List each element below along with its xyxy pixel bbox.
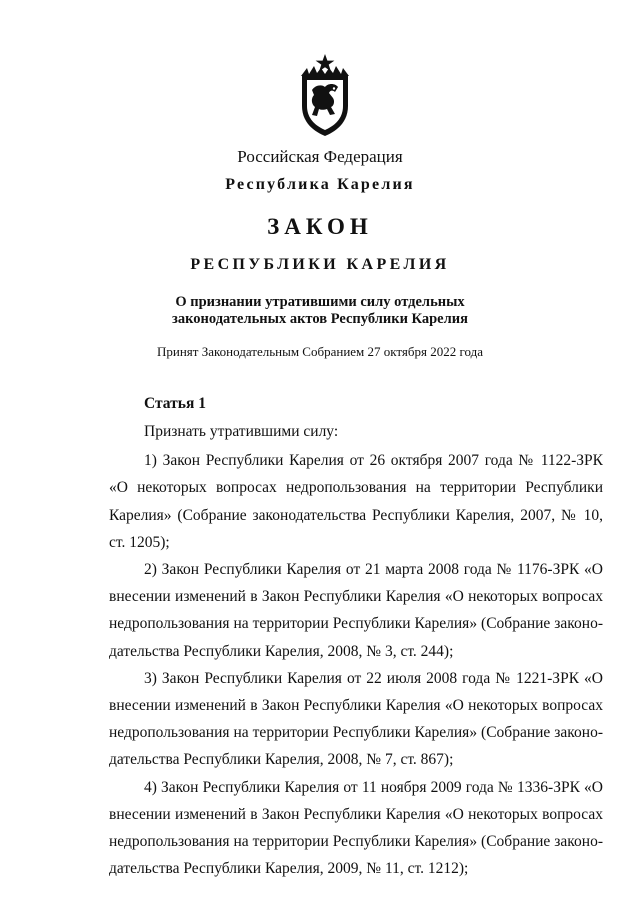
article-body bbox=[109, 418, 603, 882]
coat-of-arms-icon bbox=[297, 52, 353, 138]
document-issuer: РЕСПУБЛИКИ КАРЕЛИЯ bbox=[190, 256, 450, 273]
article-item: 4) Закон Республики Карелия от 11 ноября 2009 года № 1336-ЗРК «О внесении изменений в Закон Республики Карелия «О некоторых вопросах недропользования на территории Республики Карелия» (Собрание законо-дательства Республики Карелия, 2009, № 11, ст. 1212); bbox=[109, 778, 603, 878]
article-item: 1) Закон Республики Карелия от 26 октября 2007 года № 1122-ЗРК «О некоторых вопросах недропользования на территории Республики Карелия» (Собрание законодательства Республики Карелия, 2007, № 10, ст. 1205); bbox=[109, 452, 603, 551]
law-title-line-1: О признании утратившими силу отдельных bbox=[175, 294, 465, 310]
document-type: ЗАКОН bbox=[267, 214, 373, 239]
adoption-note: Принят Законодательным Собранием 27 октября 2022 года bbox=[156, 344, 484, 359]
article-heading: Статья 1 bbox=[144, 395, 206, 412]
article-item: 2) Закон Республики Карелия от 21 марта 2008 года № 1176-ЗРК «О внесении изменений в Закон Республики Карелия «О некоторых вопросах недропользования на территории Республики Карелия» (Собрание законо-дательства Республики Карелия, 2008, № 3, ст. 244); bbox=[109, 561, 603, 660]
article-intro: Признать утратившими силу: bbox=[144, 423, 339, 440]
law-title-line-2: законодательных актов Республики Карелия bbox=[172, 311, 468, 327]
article-item: 3) Закон Республики Карелия от 22 июля 2008 года № 1221-ЗРК «О внесении изменений в Закон Республики Карелия «О некоторых вопросах недропользования на территории Республики Карелия» (Собрание законо-дательства Республики Карелия, 2008, № 7, ст. 867); bbox=[109, 669, 603, 769]
republic-name: Республика Карелия bbox=[225, 176, 415, 193]
country-name: Российская Федерация bbox=[237, 147, 403, 166]
